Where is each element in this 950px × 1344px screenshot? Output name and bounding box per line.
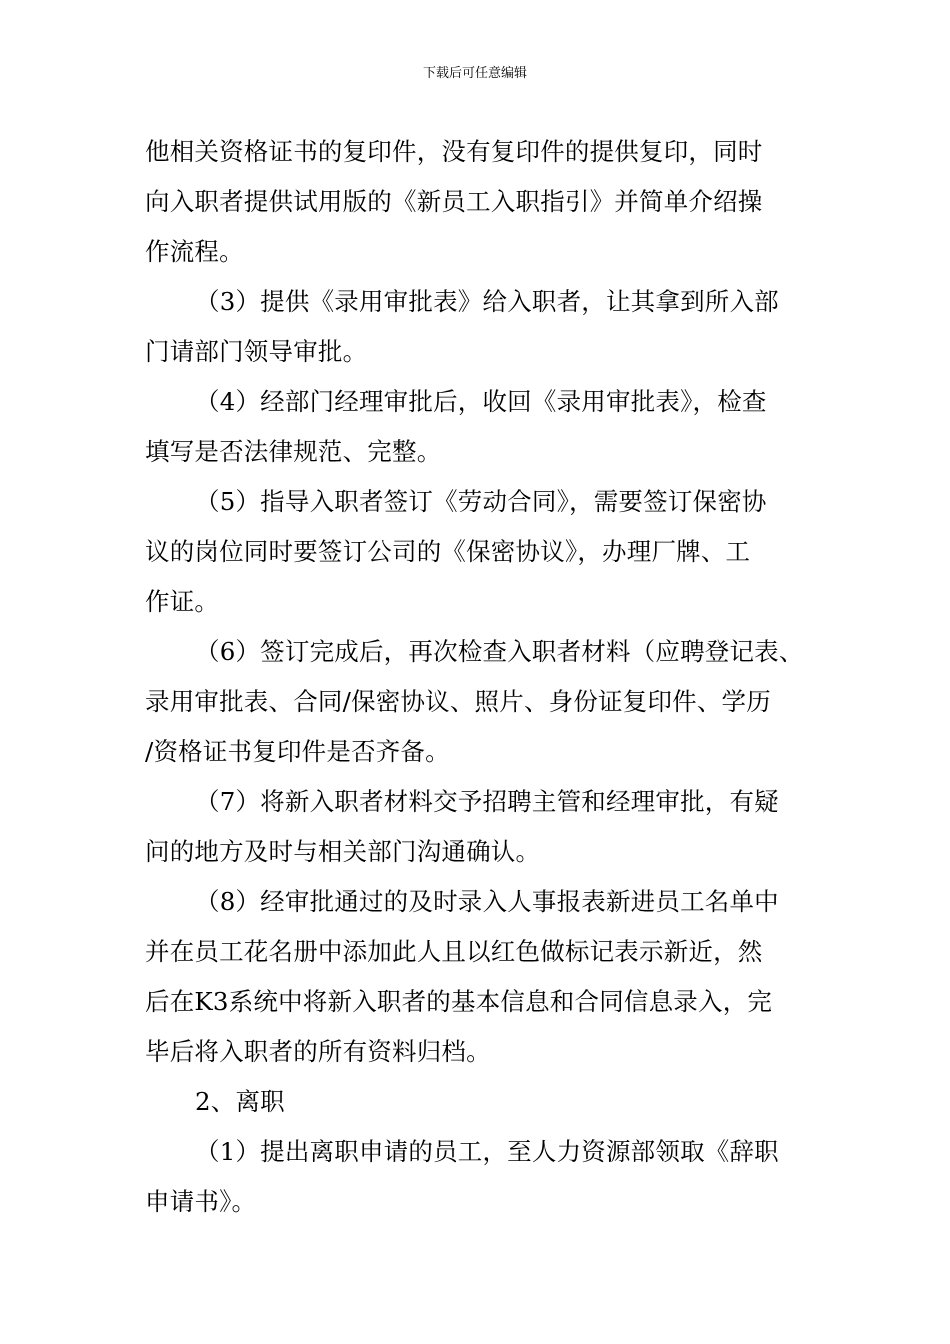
paragraph-line: 门请部门领导审批。 [145, 337, 368, 366]
page-header: 下载后可任意编辑 [422, 66, 527, 81]
document-body [145, 127, 807, 1227]
paragraph-line: 作证。 [145, 587, 220, 616]
paragraph-line: （7）将新入职者材料交予招聘主管和经理审批，有疑 [195, 787, 779, 816]
paragraph-line: 毕后将入职者的所有资料归档。 [145, 1037, 491, 1066]
paragraph-line: 向入职者提供试用版的《新员工入职指引》并简单介绍操 [145, 187, 763, 216]
paragraph-line: 并在员工花名册中添加此人且以红色做标记表示新近，然 [145, 937, 763, 966]
paragraph-line: 后在K3系统中将新入职者的基本信息和合同信息录入，完 [145, 987, 773, 1016]
paragraph-line: 申请书》。 [145, 1187, 257, 1216]
paragraph-line: 他相关资格证书的复印件，没有复印件的提供复印，同时 [145, 137, 763, 166]
paragraph-line: 录用审批表、合同/保密协议、照片、身份证复印件、学历 [145, 687, 771, 716]
paragraph-line: 问的地方及时与相关部门沟通确认。 [145, 837, 541, 866]
paragraph-line: 作流程。 [145, 237, 244, 266]
paragraph-line: （6）签订完成后，再次检查入职者材料（应聘登记表、 [195, 637, 804, 666]
paragraph-line: 填写是否法律规范、完整。 [145, 437, 442, 466]
paragraph-line: /资格证书复印件是否齐备。 [145, 737, 450, 766]
paragraph-line: （4）经部门经理审批后，收回《录用审批表》，检查 [195, 387, 767, 416]
paragraph-line: （5）指导入职者签订《劳动合同》，需要签订保密协 [195, 487, 767, 516]
paragraph-line: （1）提出离职申请的员工，至人力资源部领取《辞职 [195, 1137, 779, 1166]
paragraph-line: 议的岗位同时要签订公司的《保密协议》，办理厂牌、工 [145, 537, 751, 566]
section-heading: 2、离职 [195, 1087, 285, 1116]
paragraph-line: （3）提供《录用审批表》给入职者，让其拿到所入部 [195, 287, 779, 316]
paragraph-line: （8）经审批通过的及时录入人事报表新进员工名单中 [195, 887, 779, 916]
